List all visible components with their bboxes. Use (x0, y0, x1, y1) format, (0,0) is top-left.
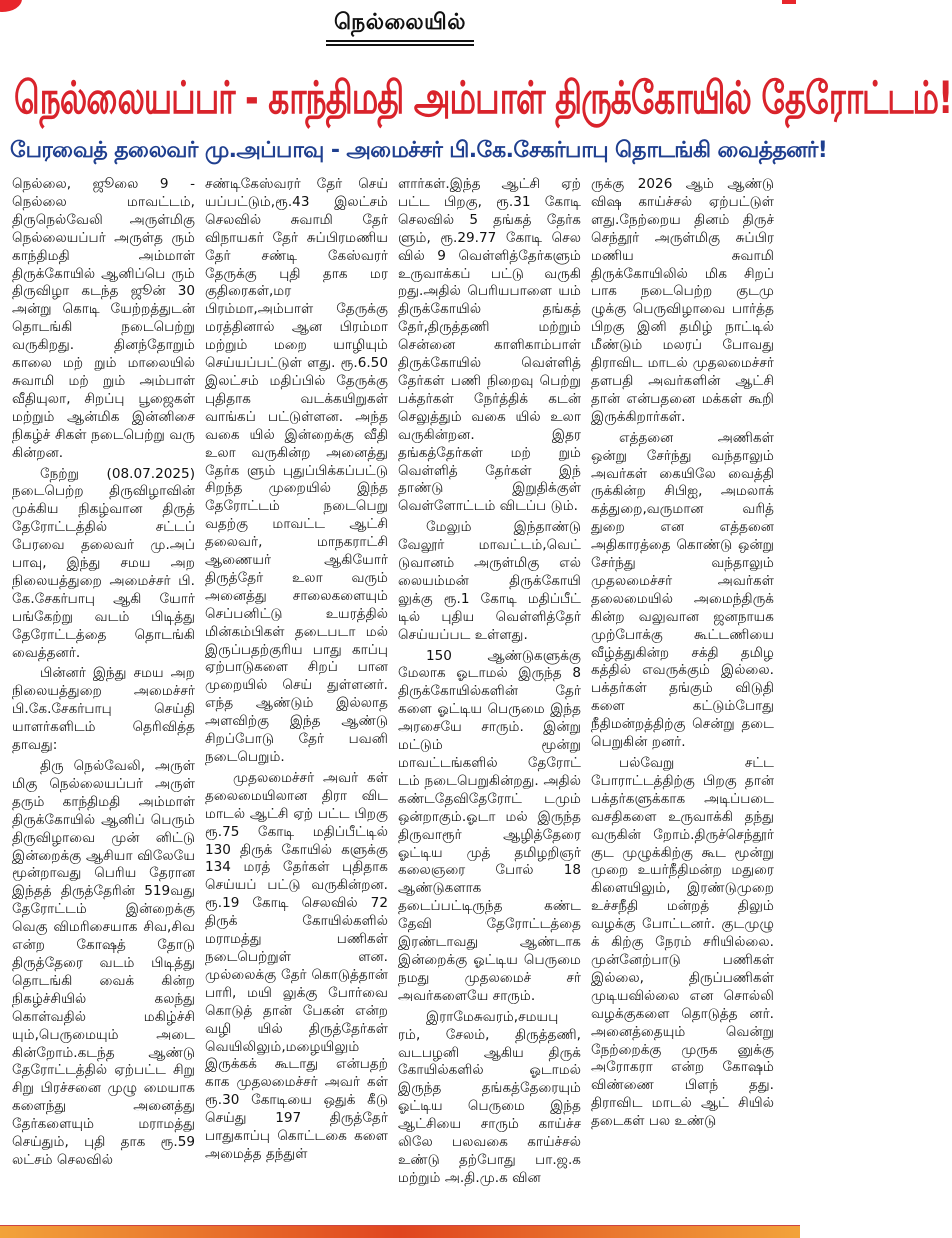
paragraph: ளார்கள்.இந்த ஆட்சி ஏற் பட்ட பிறகு, ரூ.31 கோடி செலவில் 5 தங்கத் தேர்க ளும், ரூ.29.77 கோடி செல வில் 9 வெள்ளித்தேர்களும் உருவாக்கப் பட்டு வருகி றது.அதில் பெரியபாளை யம் திருக்கோயில் தங்கத் தேர்,திருத்தணி மற்றும் சென்னை காளிகாம்பாள் திருக்கோயில் வெள்ளித் தேர்கள் பணி நிறைவு பெற்று பக்தர்கள் நேர்த்திக் கடன் செலுத்தும் வகை யில் உலா வருகின்றன. இதர தங்கத்தேர்கள் மற் றும் வெள்ளித் தேர்கள் இந் தாண்டு இறுதிக்குள் வெள்ளோட்டம் விடப்ப டும். (398, 176, 581, 515)
paragraph: நெல்லை, ஜூலை 9 - நெல்லை மாவட்டம், திருநெல்வேலி அருள்மிகு நெல்லையப்பர் அருள்த ரும் காந்திமதி அம்மாள் திருக்கோயில் ஆனிப்பெ ரும் திருவிழா கடந்த ஜூன் 30 அன்று கொடி யேற்றத்துடன் தொடங்கி நடைபெற்று வருகிறது. தினந்தோறும் காலை மற் றும் மாலையில் சுவாமி மற் றும் அம்பாள் வீதியுலா, சிறப்பு பூஜைகள் மற்றும் ஆன்மிக இன்னிசை நிகழ்ச் சிகள் நடைபெற்று வரு கின்றன. (12, 176, 195, 461)
article-column-4 (585, 176, 778, 1216)
paragraph: சண்டிகேஸ்வரர் தேர் செய் யப்பட்டும்,ரூ.43 இலட்சம் செலவில் சுவாமி தேர் விநாயகர் தேர் சுப்பிரமணிய தேர் சண்டி கேஸ்வரர் தேருக்கு புதி தாக மர குதிரைகள்,மர பிரம்மா,அம்பாள் தேருக்கு மரத்தினால் ஆன பிரம்மா மற்றும் மறை யாழியும் செய்யப்பட்டுள் ளது. ரூ.6.50 இலட்சம் மதிப்பில் தேருக்கு புதிதாக வடக்கயிறுகள் வாங்கப் பட்டுள்ளன. அந்த வகை யில் இன்றைக்கு வீதி உலா வருகின்ற அனைத்து தேர்க ளும் புதுப்பிக்கப்பட்டு சிறந்த முறையில் இந்த தேரோட்டம் நடைபெறு வதற்கு மாவட்ட ஆட்சி தலைவர், மாநகராட்சி ஆணையர் ஆகியோர் திருத்தேர் உலா வரும் அனைத்து சாலைகளையும் செப்பனிட்டு உயரத்தில் மின்கம்பிகள் தடைபடா மல் இருப்பதற்குரிய பாது காப்பு ஏற்பாடுகளை சிறப் பான முறையில் செய் துள்ளனர். எந்த ஆண்டும் இல்லாத அளவிற்கு இந்த ஆண்டு சிறப்போடு தேர் பவனி நடைபெறும். (205, 176, 388, 765)
paragraph: பல்வேறு சட்ட போராட்டத்திற்கு பிறகு தான் பக்தர்களுக்காக அடிப்படை வசதிகளை உருவாக்கி தந்து வருகின் றோம்.திருச்செந்தூர் குட முழுக்கிற்கு கூட மூன்று முறை உயர்நீதிமன்ற மதுரை கிளையிலும், இரண்டுமுறை உச்சநீதி மன்றத் திலும் வழக்கு போட்டனர். குடமுழு க் கிற்கு நேரம் சரியில்லை. முன்னேற்பாடு பணிகள் இல்லை, திருப்பணிகள் முடியவில்லை என சொல்லி வழக்குகளை தொடுத்த னர். அனைத்தையும் வென்று நேற்றைக்கு முருக னுக்கு அரோகரா என்ற கோஷம் விண்ணை பிளந் தது. திராவிட மாடல் ஆட் சியில் தடைகள் பல உண்டு (591, 755, 774, 1130)
article-column-2 (199, 176, 392, 1216)
paragraph: இராமேசுவரம்,சமயபு ரம், சேலம், திருத்தணி, வடபழனி ஆகிய திருக் கோயில்களில் ஓடாமல் இருந்த தங்கத்தேரையும் ஓட்டிய பெருமை இந்த ஆட்சியை சாரும் காய்ச்ச லிலே பலவகை காய்ச்சல் உண்டு தற்போது பா.ஜ.க மற்றும் அ.தி.மு.க வின (398, 1008, 581, 1186)
paragraph: நேற்று (08.07.2025) நடைபெற்ற திருவிழாவின் முக்கிய நிகழ்வான திருத் தேரோட்டத்தில் சட்டப் பேரவை தலைவர் மு.அப் பாவு, இந்து சமய அற நிலையத்துறை அமைச்சர் பி. கே.சேகர்பாபு ஆகி யோர் பங்கேற்று வடம் பிடித்து தேரோட்டத்தை தொடங்கி வைத்தனர். (12, 465, 195, 661)
paragraph: 150 ஆண்டுகளுக்கு மேலாக ஓடாமல் இருந்த 8 திருக்கோயில்களின் தேர் களை ஓட்டிய பெருமை இந்த அரசையே சாரும். இன்று மட்டும் மூன்று மாவட்டங்களில் தேரோட் டம் நடைபெறுகின்றது. அதில் கண்டதேவிதேரோட் டமும் ஒன்றாகும்.ஓடா மல் இருந்த திருவாரூர் ஆழித்தேரை ஓட்டிய முத் தமிழறிஞர் கலைஞரை போல் 18 ஆண்டுகளாக தடைப்பட்டிருந்த கண்ட தேவி தேரோட்டத்தை இரண்டாவது ஆண்டாக இன்றைக்கு ஓட்டிய பெருமை நமது முதலமைச் சர் அவர்களையே சாரும். (398, 647, 581, 1004)
headline: நெல்லையப்பர் - காந்திமதி அம்பாள் திருக்கோயில் தேரோட்டம்! (14, 71, 952, 124)
paragraph: ருக்கு 2026 ஆம் ஆண்டு விஷ காய்ச்சல் ஏற்பட்டுள் ளது.நேற்றைய தினம் திருச் செந்தூர் அருள்மிகு சுப்பிர மணிய சுவாமி திருக்கோயிலில் மிக சிறப் பாக நடைபெற்ற குடமு ழுக்கு பெருவிழாவை பார்த்த பிறகு இனி தமிழ் நாட்டில் மீண்டும் மலரப் போவது திராவிட மாடல் முதலமைச்சர் தளபதி அவர்களின் ஆட்சி தான் என்பதனை மக்கள் கூறி இருக்கிறார்கள். (591, 176, 774, 425)
article-column-3 (392, 176, 585, 1216)
article-column-1 (6, 176, 199, 1216)
paragraph: முதலமைச்சர் அவர் கள் தலைமையிலான திரா விட மாடல் ஆட்சி ஏற் பட்ட பிறகு ரூ.75 கோடி மதிப்பீட்டில் 130 திருக் கோயில் களுக்கு 134 மரத் தேர்கள் புதிதாக செய்யப் பட்டு வருகின்றன. ரூ.19 கோடி செலவில் 72 திருக் கோயில்களில் மராமத்து பணிகள் நடைபெற்றுள் ளன. முல்லைக்கு தேர் கொடுத்தான் பாரி, மயி லுக்கு போர்வை கொடுத் தான் பேகன் என்ற வழி யில் திருத்தேர்கள் வெயிலிலும்,மழையிலும் இருக்கக் கூடாது என்பதற் காக முதலமைச்சர் அவர் கள் ரூ.30 கோடியை ஒதுக் கீடு செய்து 197 திருத்தேர் பாதுகாப்பு கொட்டகை களை அமைத்த தந்துள் (205, 769, 388, 1162)
paragraph: எத்தனை அணிகள் ஒன்று சேர்ந்து வந்தாலும் அவர்கள் கையிலே வைத்தி ருக்கின்ற சிபிஐ, அமலாக் கத்துறை,வருமான வரித் துறை என எத்தனை அதிகாரத்தை கொண்டு ஒன்று சேர்ந்து வந்தாலும் முதலமைச்சர் அவர்கள் தலைமையில் அமைந்திருக் கின்ற வலுவான ஜனநாயக முற்போக்கு கூட்டணியை வீழ்த்துகின்ற சக்தி தமிழ கத்தில் எவருக்கும் இல்லை. பக்தர்கள் தங்கும் விடுதி களை கட்டும்போது நீதிமன்றத்திற்கு சென்று தடை பெறுகின் றனர். (591, 429, 774, 751)
article-body (6, 176, 796, 1216)
corner-accent-mark (782, 0, 796, 4)
footer-color-bar (0, 1226, 800, 1238)
paragraph: திரு நெல்வேலி, அருள் மிகு நெல்லையப்பர் அருள் தரும் காந்திமதி அம்மாள் திருக்கோயில் ஆனிப் பெரும் திருவிழாவை முன் னிட்டு இன்றைக்கு ஆசியா விலேயே மூன்றாவது பெரிய தேரான இந்தத் திருத்தேரின் 519வது தேரோட்டம் இன்றைக்கு வெகு விமரிசையாக சிவ,சிவ என்ற கோஷத் தோடு திருத்தேரை வடம் பிடித்து தொடங்கி வைக் கின்ற நிகழ்ச்சியில் கலந்து கொள்வதில் மகிழ்ச்சி யும்,பெருமையும் அடை கின்றோம்.கடந்த ஆண்டு தேரோட்டத்தில் ஏற்பட்ட சிறு சிறு பிரச்சனை முழு மையாக களைந்து அனைத்து தேர்களையும் மராமத்து செய்தும், புதி தாக ரூ.59 லட்சம் செலவில் (12, 758, 195, 1168)
paragraph: மேலும் இந்தாண்டு வேலூர் மாவட்டம்,வெட் டுவானம் அருள்மிகு எல் லையம்மன் திருக்கோயி லுக்கு ரூ.1 கோடி மதிப்பீட் டில் புதிய வெள்ளித்தேர் செய்யப்பட உள்ளது. (398, 519, 581, 643)
section-underline (326, 40, 474, 42)
paragraph: பின்னர் இந்து சமய அற நிலையத்துறை அமைச்சர் பி.கே.சேகர்பாபு செய்தி யாளர்களிடம் தெரிவித்த தாவது: (12, 665, 195, 754)
section-label: நெல்லையில் (334, 10, 466, 35)
subheadline: பேரவைத் தலைவர் மு.அப்பாவு - அமைச்சர் பி.கே.சேகர்பாபு தொடங்கி வைத்தனர்! (10, 138, 828, 163)
